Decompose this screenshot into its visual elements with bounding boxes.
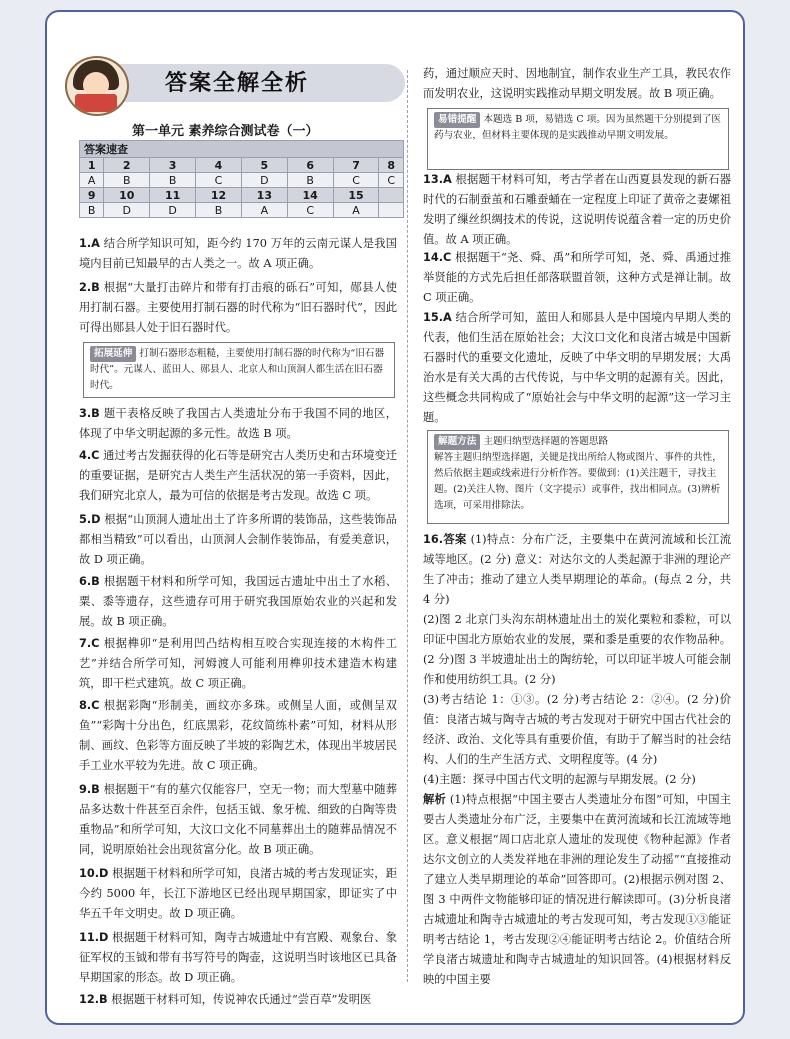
answer-quick-label: 答案速查 [80, 141, 404, 158]
answer-3: 3.B 题干表格反映了我国古人类遗址分布于我国不同的地区，体现了中华文明起源的多元性。故选 B 项。 [79, 407, 397, 440]
reading-girl-icon [65, 56, 129, 116]
answer-11: 11.D 根据题干材料可知，陶寺古城遗址中有宫殿、观象台、象征军权的玉钺和带有书写符号的陶壶，这说明当时该地区已具备早期国家的形态。故 D 项正确。 [79, 931, 397, 984]
page-title: 答案全解全析 [165, 71, 310, 96]
column-divider [407, 70, 408, 982]
tip-box-method: 解题方法 主题归纳型选择题的答题思路 解答主题归纳型选择题，关键是找出所给人物或图片、事件的共性，然后依据主题或线索进行分析作答。要做到：(1)关注题干，寻找主题。(2)关注人物、图片（文字提示）或事件，找出相同点。(3)辨析选项，可采用排除法。 [427, 430, 729, 524]
table-row: 9 10 11 12 13 14 15 [80, 188, 404, 203]
answer-5: 5.D 根据“山顶洞人遗址出土了许多所谓的装饰品，这些装饰品都相当精致”可以看出，山顶洞人会制作装饰品，有爱美意识，故 D 项正确。 [79, 513, 398, 566]
answer-2: 2.B 根据“大量打击碎片和带有打击痕的砾石”可知，郧县人使用打制石器。主要使用打制石器的时代称为“旧石器时代”，因此可得出郧县人处于旧石器时代。 [79, 281, 397, 334]
table-row: 1 2 3 4 5 6 7 8 [80, 158, 404, 173]
tip-box-extension: 拓展延伸 打制石器形态粗糙，主要使用打制石器的时代称为“旧石器时代”。元谋人、蓝田人、郧县人、北京人和山顶洞人都生活在旧石器时代。 [83, 342, 395, 398]
tip-box-mistake: 易错提醒 本题选 B 项，易错选 C 项。因为虽然题干分别提到了医药与农业，但材料主要体现的是实践推动早期文明发展。 [427, 108, 729, 170]
tip-tag: 拓展延伸 [90, 346, 136, 362]
answer-4: 4.C 通过考古发掘获得的化石等是研究古人类历史和古环境变迁的重要证据，是研究古人类生产生活状况的第一手资料，因此，我们研究北京人，最为可信的依据是考古发现。故选 C 项。 [79, 449, 397, 502]
answer-14: 14.C 根据题干“尧、舜、禹”和所学可知，尧、舜、禹通过推举贤能的方式先后担任部落联盟首领，这种方式是禅让制。故 C 项正确。 [423, 251, 731, 304]
answer-8: 8.C 根据彩陶“形制美，画纹亦多珠。或侧呈人面，或侧呈双鱼”“彩陶十分出色，红底黑彩，花纹简练朴素”可知，材料从形制、画纹、色彩等方面反映了半坡的彩陶艺术，体现出半坡居民手工业水平较为先进。故 C 项正确。 [79, 699, 398, 772]
answer-12: 12.B 根据题干材料可知，传说神农氏通过“尝百草”发明医 [79, 993, 372, 1006]
answer-9: 9.B 根据题干“有的墓穴仅能容尸，空无一物；而大型墓中随葬品多达数十件甚至百余件，包括玉钺、象牙梳、细致的白陶等贵重物品”和所学可知，大汶口文化不同墓葬出土的随葬品情况不同，说明原始社会出现贫富分化。故 B 项正确。 [79, 783, 398, 856]
tip-tag: 易错提醒 [434, 112, 480, 128]
title-banner [65, 56, 395, 108]
answer-10: 10.D 根据题干材料和所学可知，良渚古城的考古发现证实，距今约 5000 年，长江下游地区已经出现早期国家，即证实了中华五千年文明史。故 D 项正确。 [79, 867, 397, 920]
page-frame [45, 10, 745, 1025]
answer-13: 13.A 根据题干材料可知，考古学者在山西夏县发现的新石器时代的石制蚕茧和石雕蚕蛹在一定程度上印证了黄帝之妻嫘祖发明了缫丝织绸技术的传说，这说明传说蕴含着一定的历史价值。故 A 项正确。 [423, 173, 731, 246]
answer-12-continued: 药，通过顺应天时、因地制宜，制作农业生产工具，教民农作而发明农业，这说明实践推动早期文明发展。故 B 项正确。 [423, 67, 731, 100]
answer-1: 1.A 结合所学知识可知，距今约 170 万年的云南元谋人是我国境内目前已知最早的古人类之一。故 A 项正确。 [79, 237, 398, 270]
unit-title: 第一单元 素养综合测试卷（一） [132, 124, 319, 139]
answer-quick-table [79, 140, 404, 218]
answer-15: 15.A 结合所学可知，蓝田人和郧县人是中国境内早期人类的代表，他们生活在原始社会；大汶口文化和良渚古城是中国新石器时代的重要文化遗址，反映了中华文明的早期发展；大禹治水是有关大禹的古代传说，与中华文明的起源有关。因此，这些概念共同构成了“原始社会与中华文明的起源”这一学习主题。 [423, 311, 731, 424]
answer-16: 16.答案 (1)特点：分布广泛，主要集中在黄河流域和长江流域等地区。(2 分) 意义：对达尔文的人类起源于非洲的理论产生了冲击；推动了建立人类早期理论的革命。(每点 2 分，共 4 分) (2)图 2 北京门头沟东胡林遗址出土的炭化粟粒和黍粒，可以印证中国北方原始农业的发展，粟和黍是重要的农作物品种。(2 分)图 3 半坡遗址出土的陶纺轮，可以印证半坡人可能会制作和使用纺织工具。(2 分) (3)考古结论 1：①③。(2 分)考古结论 2：②④。(2 分)价值：良渚古城与陶寺古城的考古发现对于研究中国古代社会的经济、政治、文化等具有重要价值，有助于了解当时的社会结构、人们的生产生活方式、文明程度等。(4 分) (4)主题：探寻中国古代文明的起源与早期发展。(2 分) 解析 (1)特点根据“中国主要古人类遗址分布图”可知，中国主要古人类遗址分布广泛，主要集中在黄河流域和长江流域等地区。意义根据“周口店北京人遗址的发现使《物种起源》作者达尔文创立的人类发祥地在非洲的理论发生了动摇”“直接推动了建立人类早期理论的革命”回答即可。(2)根据示例对图 2、图 3 中两件文物能够印证的情况进行解读即可。(3)分析良渚古城遗址和陶寺古城遗址的考古发现可知，考古发现①③能证明考古结论 1，考古发现②④能证明考古结论 2。价值结合所学良渚古城遗址和陶寺古城遗址的知识回答。(4)根据材料反映的中国主要 [423, 533, 731, 986]
table-row: B D D B A C A [80, 203, 404, 218]
tip-tag: 解题方法 [434, 434, 480, 450]
table-row: A B B C D B C C [80, 173, 404, 188]
analysis-label: 解析 [423, 793, 447, 806]
answer-7: 7.C 根据榫卯“是利用凹凸结构相互咬合实现连接的木构件工艺”并结合所学可知，河姆渡人可能利用榫卯技术建造木构建筑，即干栏式建筑。故 C 项正确。 [79, 637, 398, 690]
answer-6: 6.B 根据题干材料和所学可知，我国远古遗址中出土了水稻、粟、黍等遗存，这些遗存可用于研究我国原始农业的兴起和发展。故 B 项正确。 [79, 575, 397, 628]
